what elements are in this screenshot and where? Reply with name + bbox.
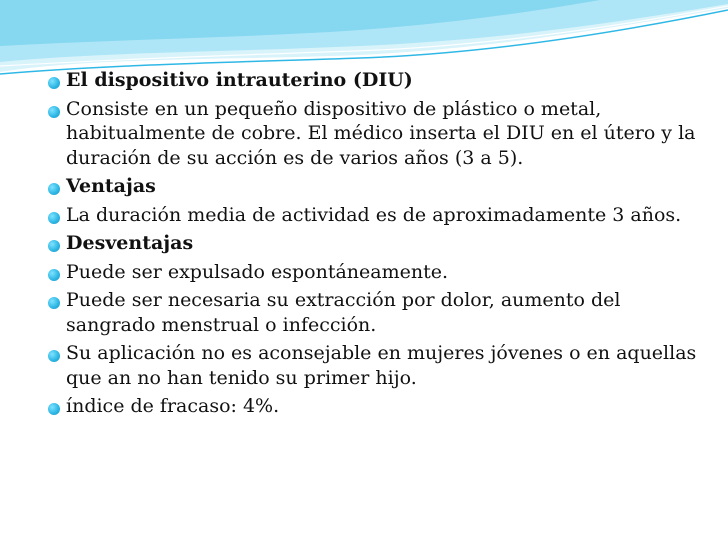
bullet-dot-icon bbox=[48, 240, 60, 252]
bullet-dot-icon bbox=[48, 403, 60, 415]
bullet-dot-icon bbox=[48, 269, 60, 281]
bullet-list bbox=[10, 68, 715, 419]
bullet-item-desventajas bbox=[10, 231, 715, 256]
bullet-text: La duración media de actividad es de aproximadamente 3 años. bbox=[66, 203, 682, 226]
bullet-text: Consiste en un pequeño dispositivo de plástico o metal, habitualmente de cobre. El médico inserta el DIU en el útero y la duración de su acción es de varios años (3 a 5). bbox=[66, 97, 696, 169]
bullet-item-duracion bbox=[10, 203, 715, 228]
bullet-item-fracaso bbox=[10, 394, 715, 419]
bullet-item-description bbox=[10, 97, 715, 171]
bullet-dot-icon bbox=[48, 106, 60, 118]
slide-content bbox=[10, 68, 715, 423]
bullet-item-aplicacion bbox=[10, 341, 715, 390]
bullet-item-expulsado bbox=[10, 260, 715, 285]
bullet-item-ventajas bbox=[10, 174, 715, 199]
bullet-dot-icon bbox=[48, 350, 60, 362]
bullet-item-extraccion bbox=[10, 288, 715, 337]
bullet-text: Puede ser expulsado espontáneamente. bbox=[66, 260, 449, 283]
bullet-dot-icon bbox=[48, 77, 60, 89]
bullet-text: Ventajas bbox=[66, 175, 156, 197]
bullet-text: El dispositivo intrauterino (DIU) bbox=[66, 69, 413, 91]
bullet-dot-icon bbox=[48, 297, 60, 309]
bullet-text: índice de fracaso: 4%. bbox=[66, 395, 280, 417]
bullet-text: Puede ser necesaria su extracción por dolor, aumento del sangrado menstrual o infección. bbox=[66, 289, 621, 336]
bullet-text: Desventajas bbox=[66, 232, 194, 254]
bullet-text: Su aplicación no es aconsejable en mujeres jóvenes o en aquellas que an no han tenido su primer hijo. bbox=[66, 342, 697, 389]
bullet-dot-icon bbox=[48, 212, 60, 224]
bullet-item-diu-title bbox=[10, 68, 715, 93]
bullet-dot-icon bbox=[48, 183, 60, 195]
